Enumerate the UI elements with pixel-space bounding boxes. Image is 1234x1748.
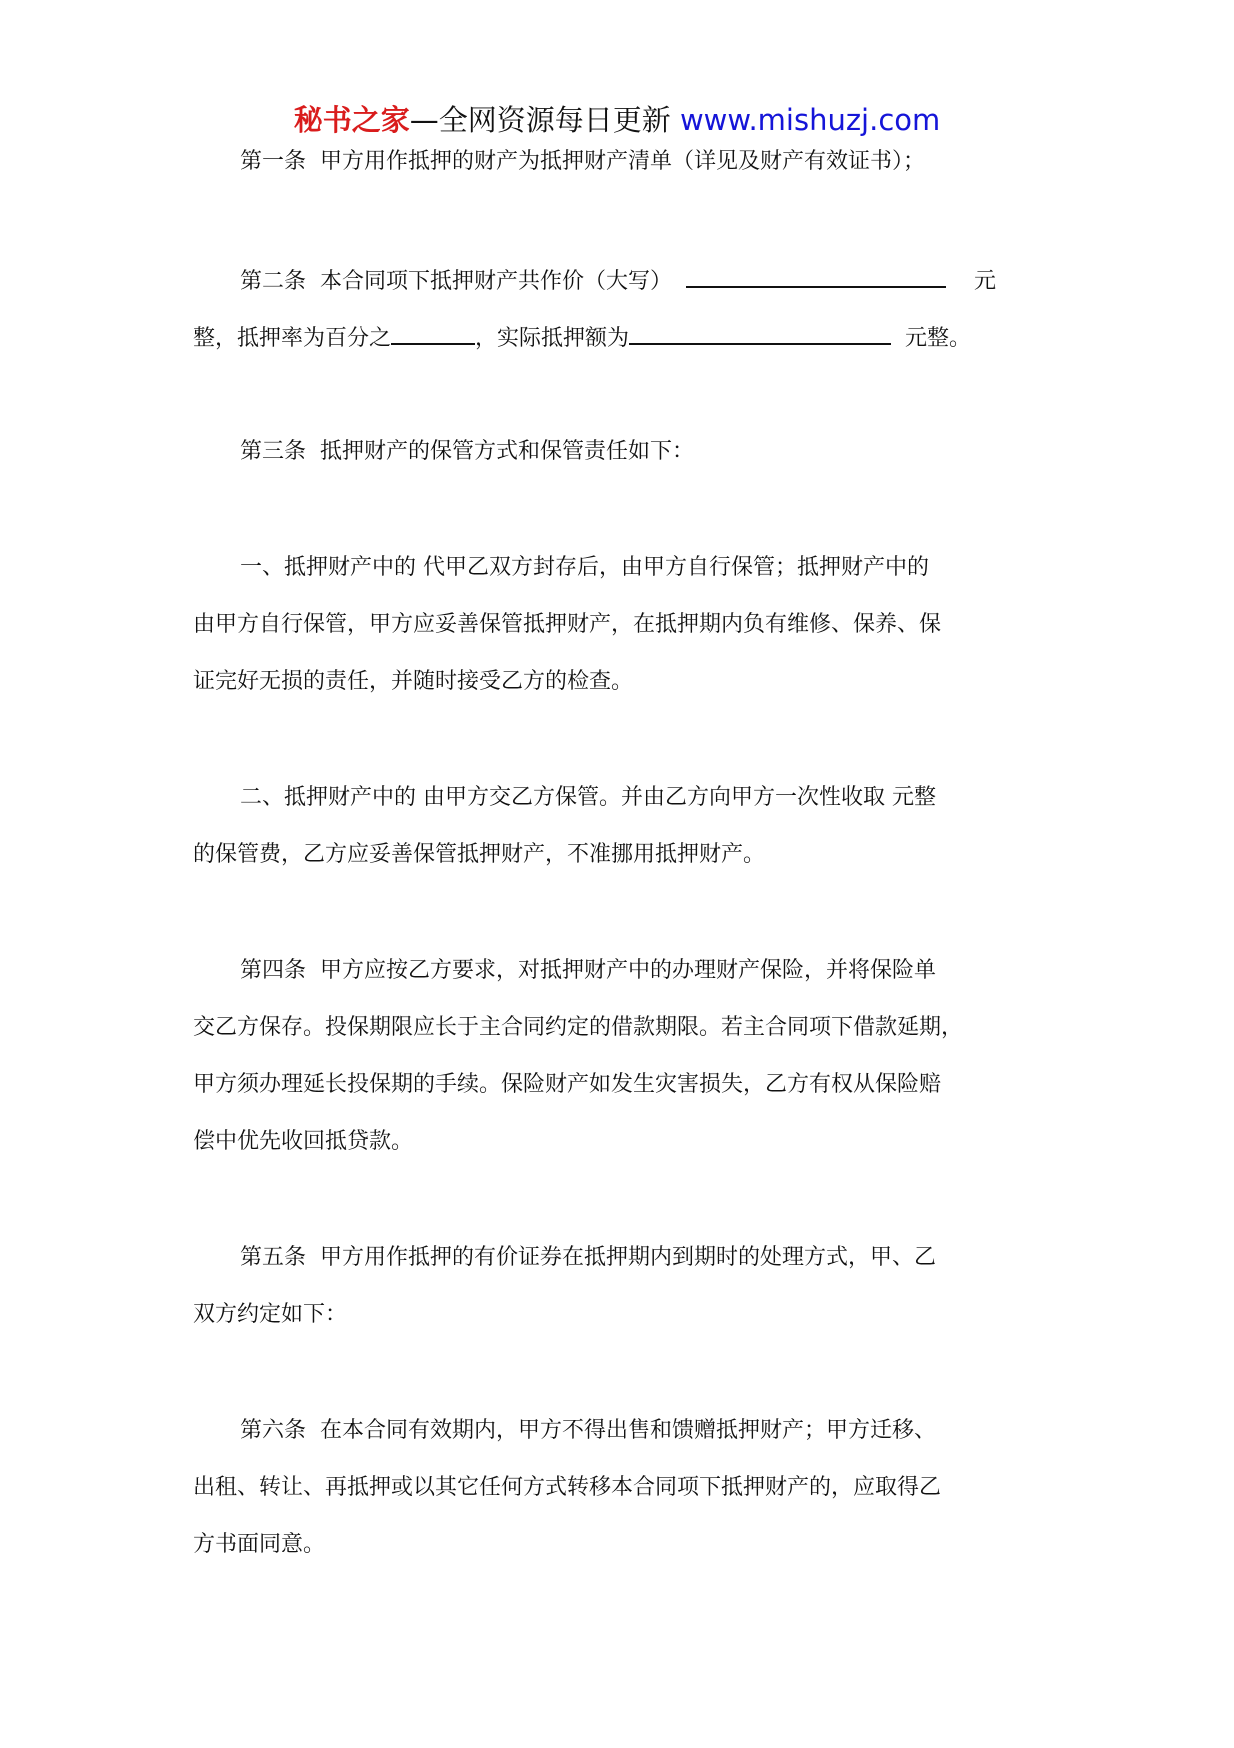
clause-5-text-1: 甲方用作抵押的有价证券在抵押期内到期时的处理方式，甲、乙: [320, 1245, 937, 1270]
clause-4-line-1: [240, 956, 936, 986]
clause-2-text-b: 整，抵押率为百分之: [193, 326, 392, 351]
clause-2-unit-a: 元: [974, 269, 997, 294]
para-1-line-1: 一、抵押财产中的 代甲乙双方封存后，由甲方自行保管；抵押财产中的: [240, 555, 929, 580]
clause-1-label: 第一条: [240, 149, 307, 174]
clause-5-line-2: 双方约定如下：: [193, 1302, 348, 1327]
clause-3-label: 第三条: [240, 439, 307, 464]
clause-4-line-4: 偿中优先收回抵贷款。: [193, 1129, 414, 1154]
clause-1-text: 甲方用作抵押的财产为抵押财产清单（详见及财产有效证书）；: [320, 149, 926, 174]
clause-4-label: 第四条: [240, 958, 307, 983]
clause-2-line-2: [193, 321, 971, 354]
rate-blank[interactable]: [391, 321, 475, 345]
clause-6-text-1: 在本合同有效期内，甲方不得出售和馈赠抵押财产；甲方迁移、: [320, 1418, 937, 1443]
para-2-line-1: 二、抵押财产中的 由甲方交乙方保管。并由乙方向甲方一次性收取 元整: [240, 785, 936, 810]
clause-4-line-3: 甲方须办理延长投保期的手续。保险财产如发生灾害损失，乙方有权从保险赔: [193, 1072, 942, 1097]
clause-2-text-a: 本合同项下抵押财产共作价（大写）: [320, 269, 673, 294]
header-brand: 秘书之家: [293, 103, 410, 137]
clause-2-label: 第二条: [240, 269, 307, 294]
amount-blank[interactable]: [629, 321, 891, 345]
para-2-line-2: 的保管费，乙方应妥善保管抵押财产，不准挪用抵押财产。: [193, 842, 766, 867]
clause-4-text-1: 甲方应按乙方要求，对抵押财产中的办理财产保险，并将保险单: [320, 958, 937, 983]
clause-4-line-2: 交乙方保存。投保期限应长于主合同约定的借款期限。若主合同项下借款延期，: [193, 1015, 964, 1040]
clause-2-line-1: [240, 264, 996, 297]
clause-6-line-3: 方书面同意。: [193, 1532, 326, 1557]
header-url-link[interactable]: www.mishuzj.com: [679, 103, 941, 137]
clause-3-text: 抵押财产的保管方式和保管责任如下：: [320, 439, 695, 464]
clause-6-line-1: [240, 1416, 936, 1446]
clause-5-line-1: [240, 1243, 936, 1273]
para-1-line-3: 证完好无损的责任，并随时接受乙方的检查。: [193, 669, 634, 694]
valuation-blank[interactable]: [686, 264, 946, 288]
header-tagline: —全网资源每日更新: [409, 103, 671, 137]
clause-1: [240, 147, 925, 177]
clause-2-text-c: ，实际抵押额为: [475, 326, 630, 351]
clause-3: [240, 437, 694, 467]
para-1-line-2: 由甲方自行保管，甲方应妥善保管抵押财产，在抵押期内负有维修、保养、保: [193, 612, 942, 637]
clause-5-label: 第五条: [240, 1245, 307, 1270]
clause-2-unit-b: 元整。: [905, 326, 972, 351]
clause-6-label: 第六条: [240, 1418, 307, 1443]
clause-6-line-2: 出租、转让、再抵押或以其它任何方式转移本合同项下抵押财产的，应取得乙: [193, 1475, 942, 1500]
